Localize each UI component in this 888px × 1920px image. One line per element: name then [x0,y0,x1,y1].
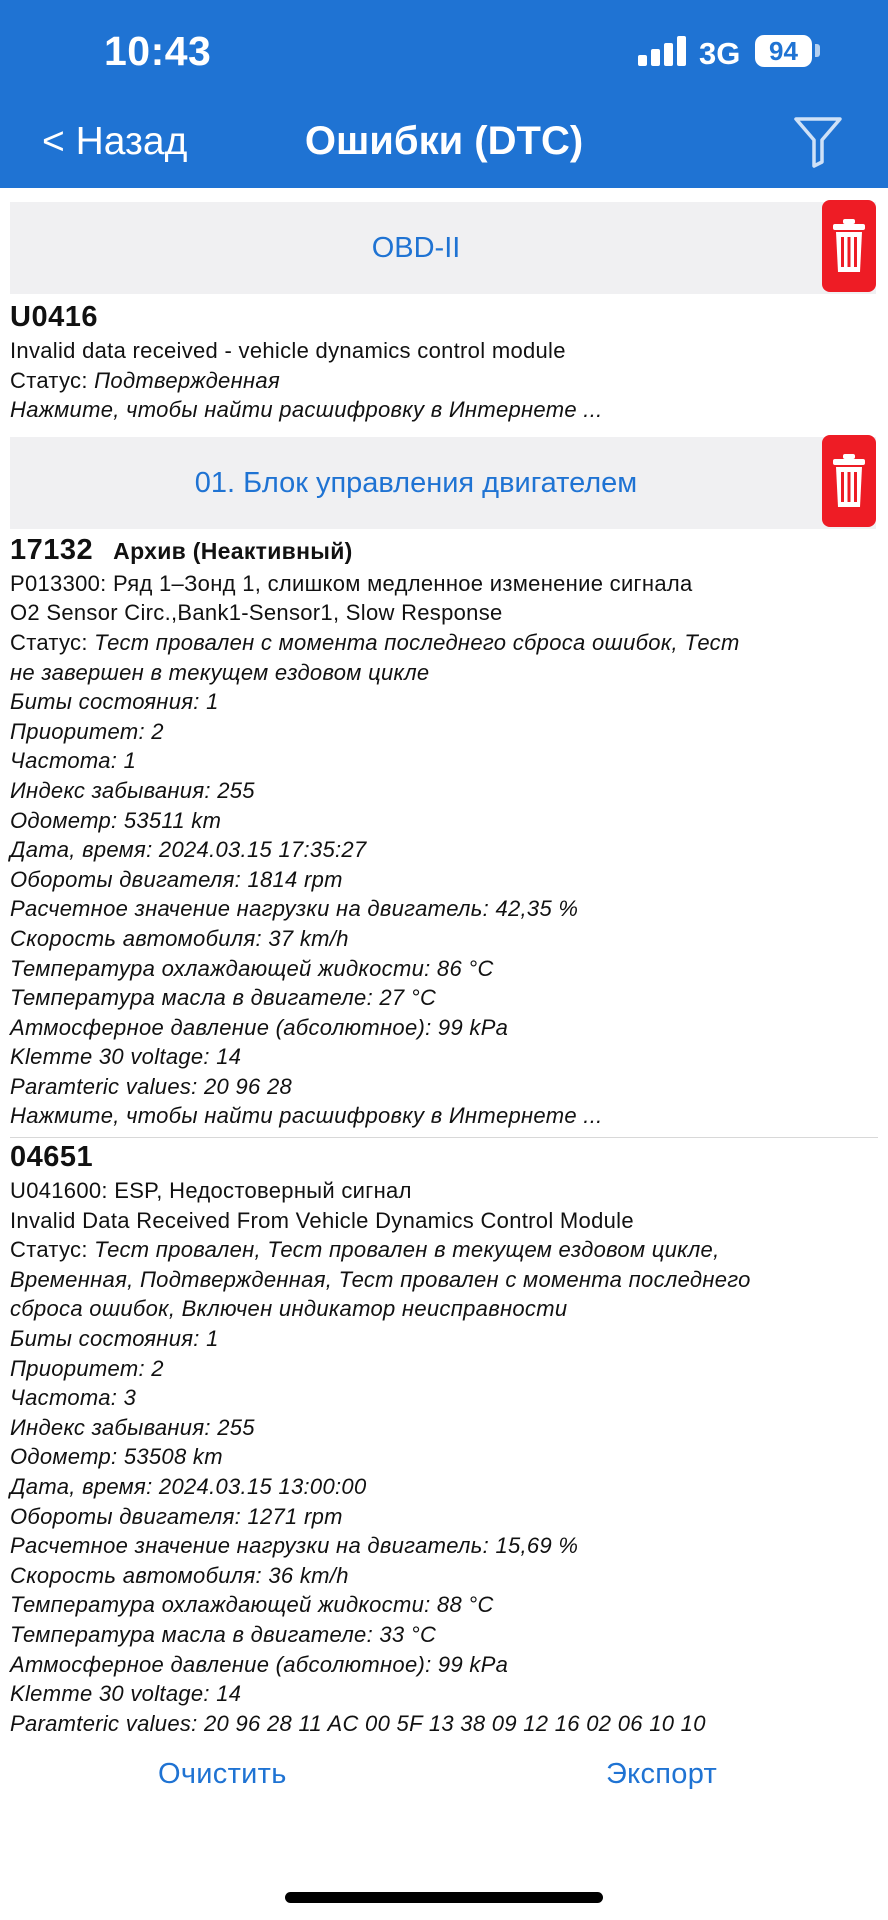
status-value: Тест провален, Тест провален в текущем ездовом цикле, [94,1237,720,1263]
detail-line: Дата, время: 2024.03.15 13:00:00 [10,1474,367,1499]
detail-line: Обороты двигателя: 1271 rpm [10,1503,343,1529]
status-value: не завершен в текущем ездовом цикле [10,659,430,685]
detail-line: Скорость автомобиля: 36 km/h [10,1562,349,1588]
detail-line: Klemme 30 voltage: 14 [10,1044,242,1070]
dtc-status [0,366,888,396]
detail-line: Приоритет: 2 [10,718,164,744]
status-label: Статус: [10,1237,95,1263]
export-button[interactable]: Экспорт [606,1758,718,1790]
search-online-link[interactable]: Нажмите, чтобы найти расшифровку в Интернете ... [10,397,603,423]
detail-line: Температура охлаждающей жидкости: 86 °C [10,955,494,981]
detail-line: Индекс забывания: 255 [10,777,255,803]
detail-line: Частота: 1 [10,748,137,774]
status-value: сброса ошибок, Включен индикатор неисправности [10,1296,568,1322]
detail-line: Биты состояния: 1 [10,689,219,715]
status-time: 10:43 [104,28,212,74]
trash-icon [832,453,866,509]
detail-line: Приоритет: 2 [10,1355,164,1381]
dtc-description: O2 Sensor Circ.,Bank1-Sensor1, Slow Response [10,600,503,626]
detail-line: Одометр: 53511 km [10,807,222,833]
dtc-status [0,1235,888,1265]
detail-line: Биты состояния: 1 [10,1326,219,1352]
detail-line: Температура масла в двигателе: 27 °C [10,985,437,1011]
detail-line: Расчетное значение нагрузки на двигатель: 15,69 % [10,1533,579,1559]
delete-section-button[interactable] [822,435,876,527]
page-title: Ошибки (DTC) [304,119,584,163]
dtc-code: 17132 [10,533,94,566]
back-button[interactable]: < Назад [42,120,188,163]
detail-line: Температура масла в двигателе: 33 °C [10,1621,437,1647]
detail-line: Дата, время: 2024.03.15 17:35:27 [10,837,367,863]
trash-icon [832,218,866,274]
dtc-entry-04651[interactable] [0,1138,888,1735]
detail-line: Температура охлаждающей жидкости: 88 °C [10,1592,494,1618]
status-label: Статус: [10,629,95,655]
dtc-description: U041600: ESP, Недостоверный сигнал [10,1178,412,1204]
detail-line: Klemme 30 voltage: 14 [10,1681,242,1707]
delete-section-button[interactable] [822,200,876,292]
dtc-description: P013300: Ряд 1–Зонд 1, слишком медленное изменение сигнала [10,570,693,596]
dtc-code: 04651 [10,1141,94,1174]
clear-button[interactable]: Очистить [158,1758,287,1790]
section-title: OBD-II [371,232,461,264]
battery-icon: 94 [755,35,812,67]
status-value: Тест провален с момента последнего сброса ошибок, Тест [94,629,740,655]
dtc-entry-u0416[interactable] [0,294,888,425]
network-type: 3G [699,36,741,71]
detail-line: Одометр: 53508 km [10,1444,223,1470]
app-header [0,0,888,188]
signal-strength-icon [638,36,686,66]
filter-icon[interactable] [793,116,843,168]
section-header-engine [10,437,876,529]
section-title: 01. Блок управления двигателем [194,466,638,499]
dtc-description: Invalid data received - vehicle dynamics control module [10,338,566,363]
parametric-values: Paramteric values: 20 96 28 [10,1073,293,1099]
detail-line: Скорость автомобиля: 37 km/h [10,925,349,951]
dtc-status [0,628,888,658]
dtc-description: Invalid Data Received From Vehicle Dynamics Control Module [10,1207,634,1233]
detail-line: Обороты двигателя: 1814 rpm [10,866,343,892]
battery-tip [815,44,820,57]
parametric-values: Paramteric values: 20 96 28 11 AC 00 5F 13 38 09 12 16 02 06 10 10 [10,1710,706,1736]
section-header-obd2 [10,202,876,294]
detail-line: Атмосферное давление (абсолютное): 99 kPa [10,1014,509,1040]
status-value: Подтвержденная [94,367,280,393]
dtc-entry-17132[interactable] [0,529,888,1131]
detail-line: Частота: 3 [10,1385,137,1411]
dtc-code: U0416 [10,301,98,333]
detail-line: Индекс забывания: 255 [10,1414,255,1440]
status-label: Статус: [10,367,95,393]
detail-line: Атмосферное давление (абсолютное): 99 kPa [10,1651,509,1677]
status-value: Временная, Подтвержденная, Тест провален с момента последнего [10,1266,751,1292]
detail-line: Расчетное значение нагрузки на двигатель: 42,35 % [10,896,579,922]
dtc-state-badge: Архив (Неактивный) [113,537,353,564]
home-indicator [285,1892,603,1903]
search-online-link[interactable]: Нажмите, чтобы найти расшифровку в Интернете ... [10,1103,603,1129]
dtc-list[interactable] [0,188,888,1736]
